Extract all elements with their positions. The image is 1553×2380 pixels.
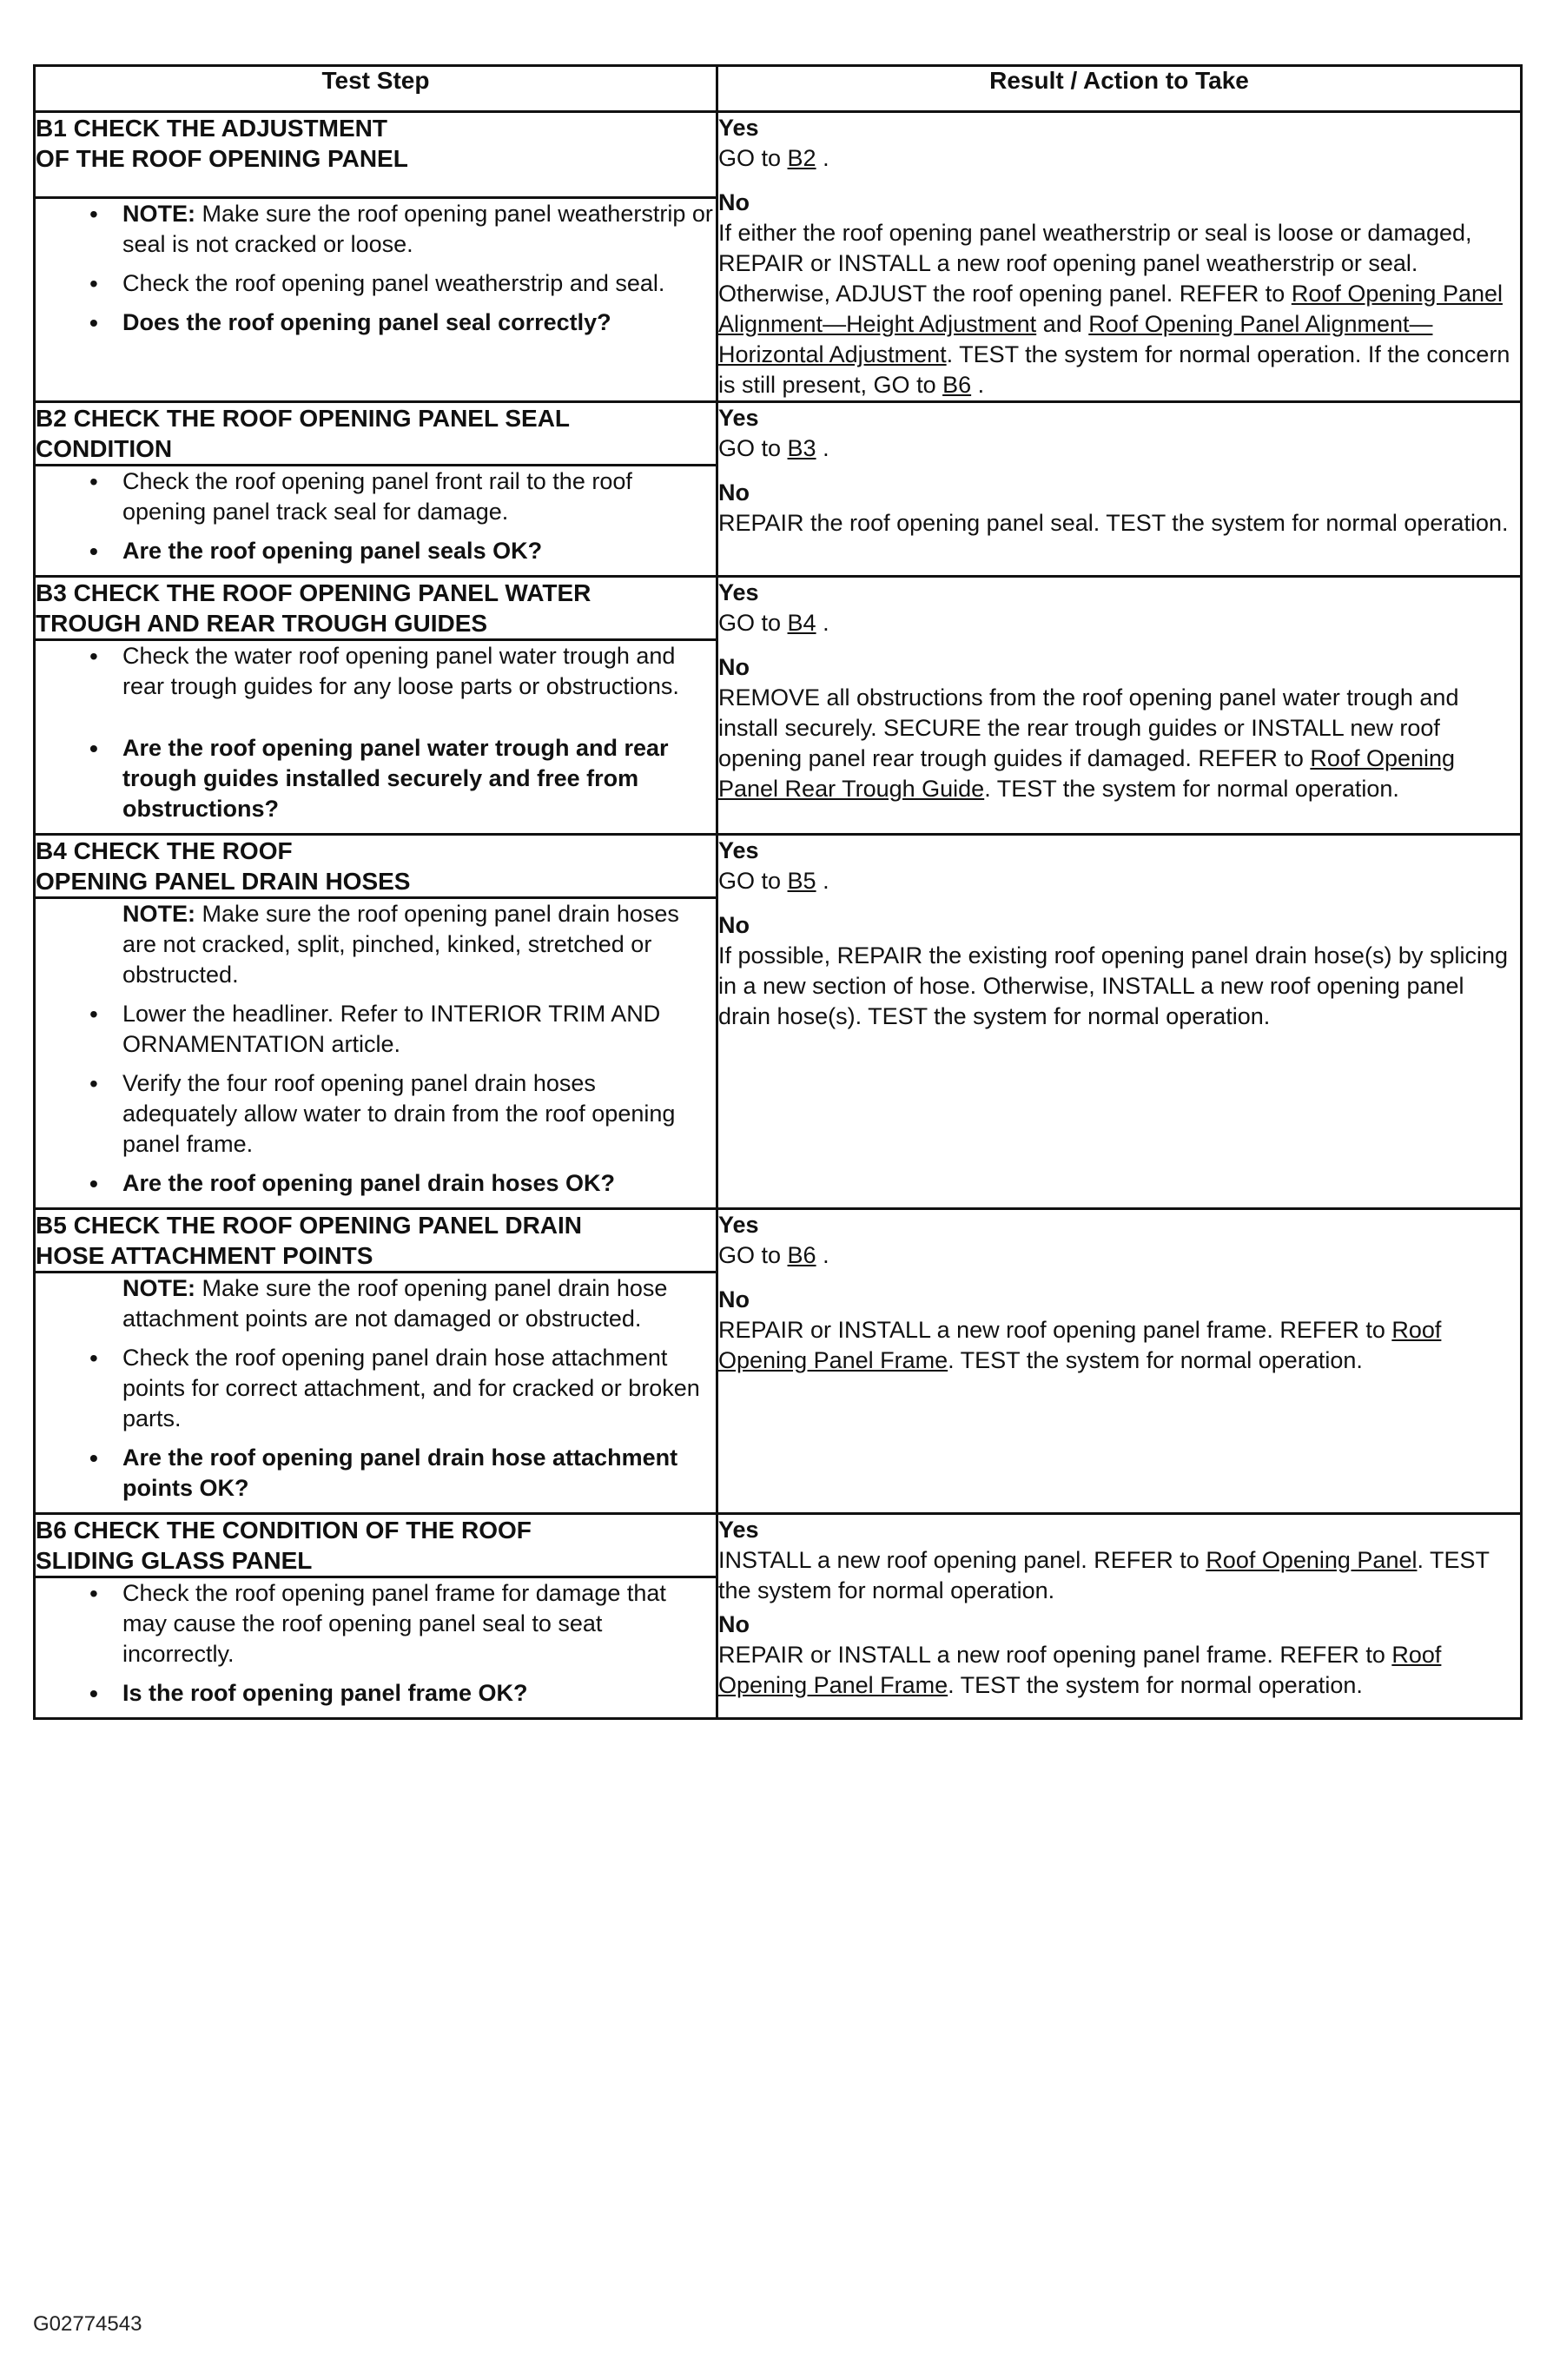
no-label: No (718, 479, 750, 506)
step-title (35, 1514, 717, 1577)
result-yes (718, 578, 1520, 638)
item-text: Check the roof opening panel weatherstrip and seal. (122, 270, 665, 297)
figure-id: G02774543 (33, 2312, 142, 2336)
yes-label: Yes (718, 115, 759, 141)
yes-label: Yes (718, 1517, 759, 1543)
item-text: Check the roof opening panel drain hose attachment points for correct attachment, and for cracked or broken parts. (122, 1345, 700, 1431)
result-cell (717, 577, 1522, 835)
step-title (35, 402, 717, 466)
reference-link[interactable]: B6 (787, 1242, 816, 1268)
step-question (36, 1168, 716, 1199)
step-body (35, 898, 717, 1209)
result-no (718, 1285, 1520, 1376)
no-label: No (718, 912, 750, 938)
result-text: . (816, 868, 829, 894)
note-label: NOTE: (122, 201, 195, 228)
step-instruction (36, 1273, 716, 1334)
reference-link[interactable]: Roof Opening Panel Rear Trough Guide (718, 745, 1456, 802)
reference-link[interactable]: B2 (787, 145, 816, 171)
result-yes (718, 403, 1520, 464)
step-body (35, 1577, 717, 1719)
result-cell (717, 112, 1522, 402)
reference-link[interactable]: Roof Opening Panel Frame (718, 1317, 1442, 1373)
result-cell (717, 835, 1522, 1209)
step-question (36, 536, 716, 566)
reference-link[interactable]: B3 (787, 435, 816, 461)
result-text: If possible, REPAIR the existing roof opening panel drain hose(s) by splicing in a new section of hose. Otherwise, INSTALL a new roof opening panel drain hose(s). TEST the system for normal operation. (718, 942, 1508, 1029)
step-instruction (36, 999, 716, 1060)
reference-link[interactable]: B5 (787, 868, 816, 894)
result-text: If either the roof opening panel weatherstrip or seal is loose or damaged, REPAIR or INSTALL a new roof opening panel weatherstrip or seal. Otherwise, ADJUST the roof opening panel. REFER to (718, 220, 1472, 307)
item-text: Are the roof opening panel drain hose attachment points OK? (122, 1445, 678, 1501)
step-title-text: B2 CHECK THE ROOF OPENING PANEL SEAL CONDITION (36, 405, 571, 462)
result-text: . (816, 1242, 829, 1268)
step-items (36, 1273, 716, 1504)
result-cell (717, 1209, 1522, 1514)
result-cell (717, 1514, 1522, 1719)
no-label: No (718, 1286, 750, 1312)
item-text: Verify the four roof opening panel drain hoses adequately allow water to drain from the roof opening panel frame. (122, 1070, 676, 1157)
result-text: INSTALL a new roof opening panel. REFER to (718, 1547, 1206, 1573)
step-body (35, 1273, 717, 1514)
header-test-step: Test Step (35, 66, 717, 112)
result-yes (718, 836, 1520, 896)
note-label: NOTE: (122, 901, 195, 927)
step-title (35, 1209, 717, 1273)
result-yes (718, 113, 1520, 174)
step-title-text: B4 CHECK THE ROOF OPENING PANEL DRAIN HOSES (36, 837, 411, 895)
result-cell (717, 402, 1522, 577)
step-instruction (36, 1068, 716, 1160)
result-text: and (1036, 311, 1089, 337)
result-text: . TEST the system for normal operation. (948, 1347, 1363, 1373)
reference-link[interactable]: Roof Opening Panel Alignment—Height Adjustment (718, 281, 1503, 337)
item-text: Does the roof opening panel seal correctly? (122, 309, 611, 336)
item-text: Are the roof opening panel drain hoses OK? (122, 1170, 616, 1196)
item-text: Are the roof opening panel seals OK? (122, 538, 543, 564)
result-text: . (816, 145, 829, 171)
result-text: GO to (718, 610, 788, 636)
no-label: No (718, 654, 750, 680)
step-instruction (36, 1578, 716, 1669)
step-title-row (35, 402, 1522, 466)
result-text: . TEST the system for normal operation. If the concern is still present, GO to (718, 341, 1510, 398)
result-no (718, 188, 1520, 400)
reference-link[interactable]: B6 (942, 372, 972, 398)
yes-label: Yes (718, 837, 759, 863)
no-label: No (718, 189, 750, 215)
result-text: . TEST the system for normal operation. (948, 1672, 1363, 1698)
item-text: Lower the headliner. Refer to INTERIOR TRIM AND ORNAMENTATION article. (122, 1001, 661, 1057)
step-body (35, 640, 717, 835)
step-items (36, 899, 716, 1199)
step-title (35, 112, 717, 198)
reference-link[interactable]: Roof Opening Panel (1206, 1547, 1418, 1573)
result-no (718, 652, 1520, 804)
item-text: Are the roof opening panel water trough and rear trough guides installed securely and free from obstructions? (122, 735, 669, 822)
table-header-row (35, 66, 1522, 112)
result-text: . TEST the system for normal operation. (984, 776, 1399, 802)
diagnostic-document (33, 64, 1520, 1720)
item-text: Check the roof opening panel frame for damage that may cause the roof opening panel seal to seat incorrectly. (122, 1580, 666, 1667)
result-text: . (816, 435, 829, 461)
step-title-row (35, 577, 1522, 640)
result-text: GO to (718, 1242, 788, 1268)
result-text: . (816, 610, 829, 636)
result-text: GO to (718, 868, 788, 894)
result-yes (718, 1515, 1520, 1606)
steps-body (35, 112, 1522, 1719)
item-text: Make sure the roof opening panel drain hoses are not cracked, split, pinched, kinked, stretched or obstructed. (122, 901, 679, 988)
step-title-row (35, 1209, 1522, 1273)
step-instruction (36, 899, 716, 990)
result-text: GO to (718, 435, 788, 461)
result-text: REPAIR or INSTALL a new roof opening panel frame. REFER to (718, 1642, 1392, 1668)
step-instruction (36, 268, 716, 299)
result-text: GO to (718, 145, 788, 171)
reference-link[interactable]: B4 (787, 610, 816, 636)
step-question (36, 307, 716, 338)
item-text: Is the roof opening panel frame OK? (122, 1680, 528, 1706)
header-result-action: Result / Action to Take (717, 66, 1522, 112)
result-text: REPAIR or INSTALL a new roof opening panel frame. REFER to (718, 1317, 1392, 1343)
result-text: . TEST the system for normal operation. (718, 1547, 1490, 1603)
result-no (718, 1610, 1520, 1701)
step-title-row (35, 835, 1522, 898)
step-title-text: B1 CHECK THE ADJUSTMENT OF THE ROOF OPENING PANEL (36, 115, 408, 172)
step-instruction (36, 199, 716, 260)
step-items (36, 1578, 716, 1709)
result-text: . (971, 372, 985, 398)
step-question (36, 1443, 716, 1504)
result-no (718, 478, 1520, 539)
reference-link[interactable]: Roof Opening Panel Frame (718, 1642, 1442, 1698)
yes-label: Yes (718, 405, 759, 431)
step-question (36, 1678, 716, 1709)
yes-label: Yes (718, 579, 759, 605)
item-text: Make sure the roof opening panel drain hose attachment points are not damaged or obstructed. (122, 1275, 668, 1332)
no-label: No (718, 1611, 750, 1637)
step-body (35, 198, 717, 402)
item-text: Make sure the roof opening panel weatherstrip or seal is not cracked or loose. (122, 201, 713, 258)
pinpoint-test-table (33, 64, 1523, 1720)
step-instruction (36, 466, 716, 527)
step-question (36, 733, 716, 824)
note-label: NOTE: (122, 1275, 195, 1301)
result-no (718, 910, 1520, 1032)
step-title (35, 577, 717, 640)
step-title (35, 835, 717, 898)
step-instruction (36, 641, 716, 702)
result-text: REMOVE all obstructions from the roof opening panel water trough and install securely. SECURE the rear trough guides or INSTALL new roof opening panel rear trough guides if damaged. REFER to (718, 684, 1459, 771)
step-title-row (35, 112, 1522, 198)
step-title-row (35, 1514, 1522, 1577)
reference-link[interactable]: Roof Opening Panel Alignment—Horizontal Adjustment (718, 311, 1433, 367)
step-title-text: B5 CHECK THE ROOF OPENING PANEL DRAIN HOSE ATTACHMENT POINTS (36, 1212, 583, 1269)
step-items (36, 466, 716, 566)
item-text: Check the roof opening panel front rail to the roof opening panel track seal for damage. (122, 468, 632, 525)
step-body (35, 466, 717, 577)
step-items (36, 641, 716, 824)
step-title-text: B3 CHECK THE ROOF OPENING PANEL WATER TROUGH AND REAR TROUGH GUIDES (36, 579, 591, 637)
yes-label: Yes (718, 1212, 759, 1238)
result-yes (718, 1210, 1520, 1271)
result-text: REPAIR the roof opening panel seal. TEST the system for normal operation. (718, 510, 1509, 536)
step-title-text: B6 CHECK THE CONDITION OF THE ROOF SLIDING GLASS PANEL (36, 1517, 532, 1574)
item-text: Check the water roof opening panel water trough and rear trough guides for any loose parts or obstructions. (122, 643, 679, 699)
step-instruction (36, 1343, 716, 1434)
step-items (36, 199, 716, 338)
